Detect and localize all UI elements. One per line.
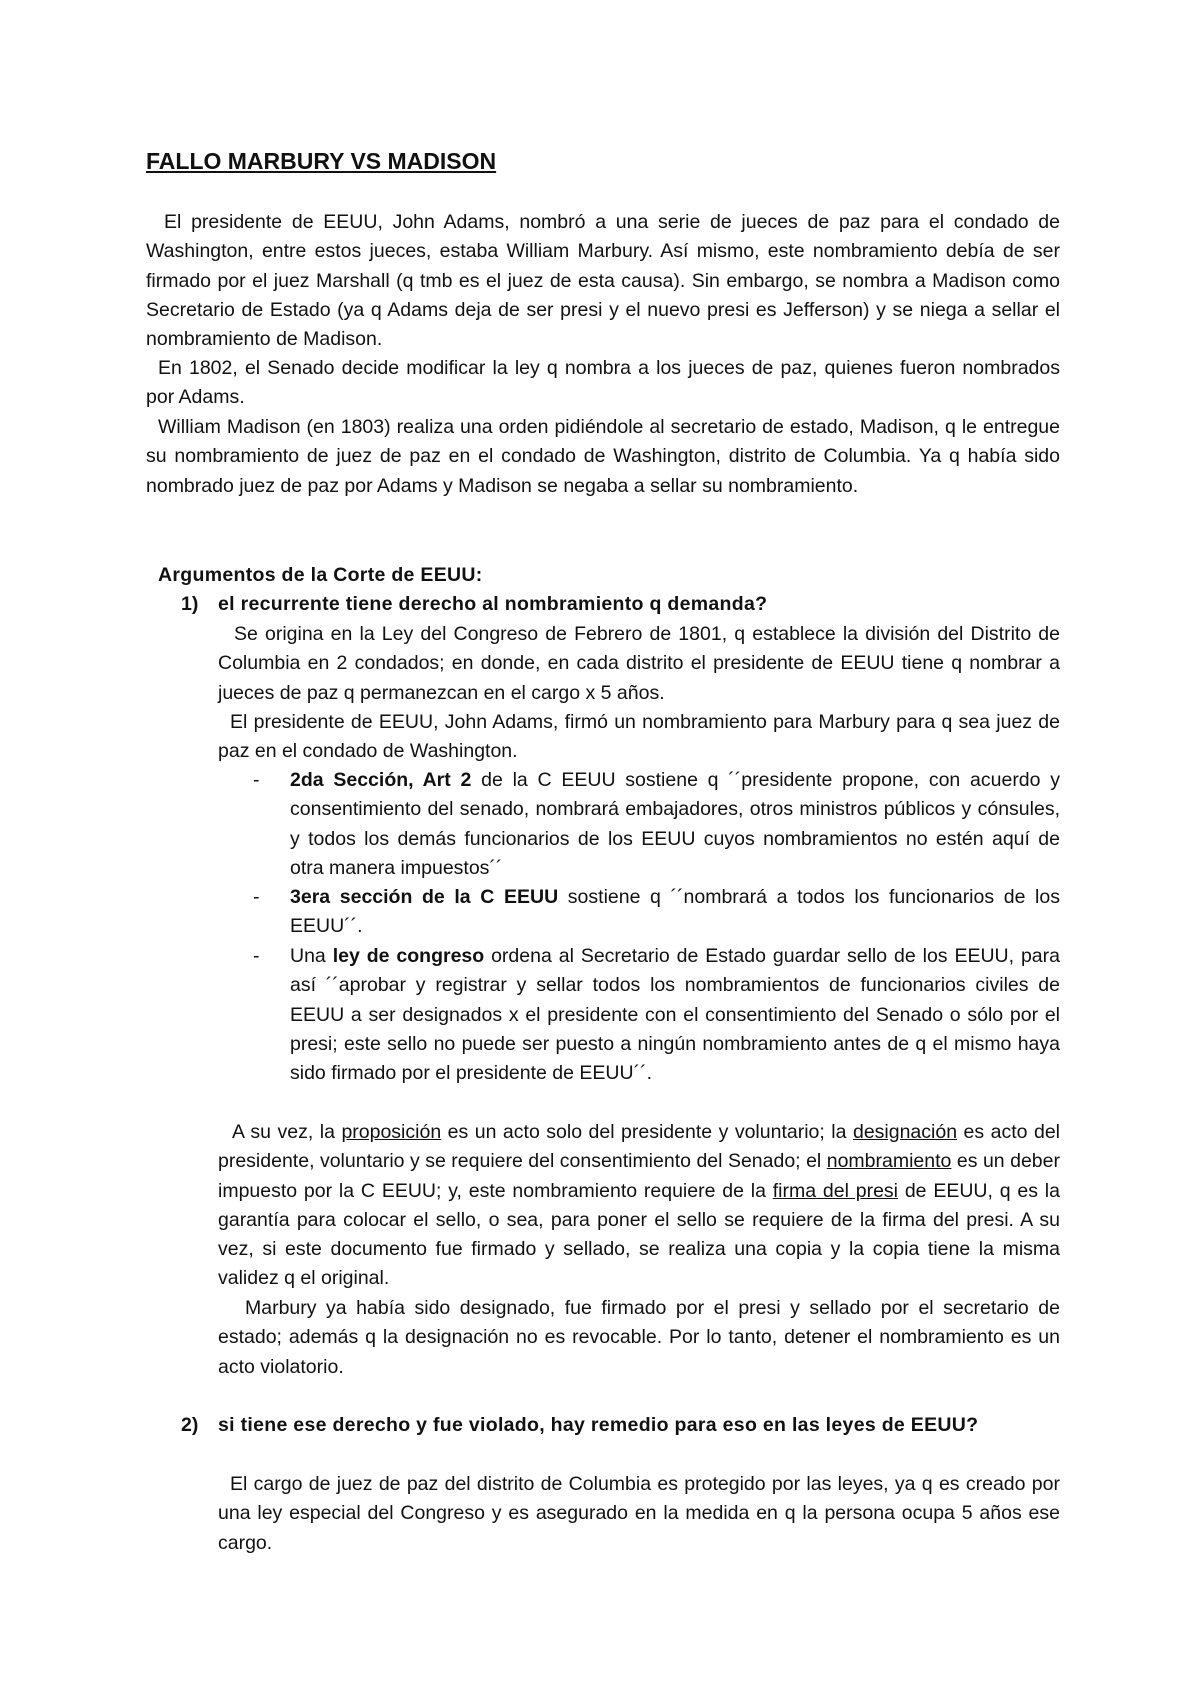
question-2: si tiene ese derecho y fue violado, hay remedio para eso en las leyes de EEUU? xyxy=(218,1414,979,1436)
arguments-heading: Argumentos de la Corte de EEUU: xyxy=(158,564,483,586)
intro-paragraph-2: En 1802, el Senado decide modificar la ley q nombra a los jueces de paz, quienes fueron nombrados por Adams. xyxy=(146,357,1060,409)
bullet-dash: - xyxy=(253,769,260,791)
bullet-text: ordena al Secretario de Estado guardar sello de los EEUU, para así ´´aprobar y registrar y sellar todos los nombramientos de funcionarios civiles de EEUU a ser designados x el presidente con el consentimiento del Senado o sólo por el presi; este sello no puede ser puesto a ningún nombramiento antes de q el mismo haya sido firmado por el presidente de EEUU´´. xyxy=(290,945,1060,1085)
bullet-item-constitution-art2 xyxy=(290,766,1060,883)
bullet-text-prefix: Una xyxy=(290,945,333,967)
bullet-text: sostiene q ´´nombrará a todos los funcionarios de los EEUU´´. xyxy=(290,886,1060,938)
underlined-term: nombramiento xyxy=(826,1150,952,1173)
underlined-term: proposición xyxy=(341,1121,442,1143)
text-run: de EEUU, q es la garantía para colocar el sello, o sea, para poner el sello se requiere de la firma del presi. A su vez, si este documento fue firmado y sellado, se realiza una copia y la copia tiene la misma validez q el original. xyxy=(218,1179,1060,1290)
bullet-bold-text: 3era sección de la C EEUU xyxy=(290,886,559,908)
bullet-item-congress-law xyxy=(290,942,1060,1088)
bullet-bold-text: 2da Sección, Art 2 xyxy=(290,769,472,791)
document-title: FALLO MARBURY VS MADISON xyxy=(146,148,497,174)
bullet-text: de la C EEUU sostiene q ´´presidente propone, con acuerdo y consentimiento del senado, nombrará embajadores, otros ministros públicos y cónsules, y todos los demás funcionarios de los EEUU cuyos nombramientos no estén aquí de otra manera impuestos´´ xyxy=(290,769,1061,879)
intro-paragraph-3: William Madison (en 1803) realiza una orden pidiéndole al secretario de estado, Madison, q le entregue su nombramiento de juez de paz en el condado de Washington, distrito de Columbia. Ya q había sido nombrado juez de paz por Adams y Madison se negaba a sellar su nombramiento. xyxy=(146,416,1060,497)
question-2-paragraph-1: El cargo de juez de paz del distrito de Columbia es protegido por las leyes, ya q es creado por una ley especial del Congreso y es asegurado en la medida en q la persona ocupa 5 años ese cargo. xyxy=(218,1473,1060,1554)
text-run: A su vez, la xyxy=(232,1121,342,1143)
underlined-term: designación xyxy=(852,1121,958,1143)
question-2-number: 2) xyxy=(181,1414,199,1436)
intro-paragraph-1: El presidente de EEUU, John Adams, nombró a una serie de jueces de paz para el condado de Washington, entre estos jueces, estaba William Marbury. Así mismo, este nombramiento debía de ser firmado por el juez Marshall (q tmb es el juez de esta causa). Sin embargo, se nombra a Madison como Secretario de Estado (ya q Adams deja de ser presi y el nuevo presi es Jefferson) y se niega a sellar el nombramiento de Madison. xyxy=(146,211,1060,351)
text-run: es acto del presidente, voluntario y se requiere del consentimiento del Senado; el xyxy=(218,1121,1061,1173)
bullet-item-third-section xyxy=(290,883,1060,942)
bullet-bold-text: ley de congreso xyxy=(332,945,485,967)
bullet-dash: - xyxy=(253,886,260,908)
text-run: es un acto solo del presidente y voluntario; la xyxy=(441,1121,853,1143)
question-1: el recurrente tiene derecho al nombramiento q demanda? xyxy=(218,593,768,615)
question-1-number: 1) xyxy=(181,593,199,615)
question-1-paragraph-1: Se origina en la Ley del Congreso de Febrero de 1801, q establece la división del Distrito de Columbia en 2 condados; en donde, en cada distrito el presidente de EEUU tiene q nombrar a jueces de paz q permanezcan en el cargo x 5 años. xyxy=(218,623,1060,704)
text-run: es un deber impuesto por la C EEUU; y, este nombramiento requiere de la xyxy=(218,1150,1060,1202)
question-1-paragraph-4: Marbury ya había sido designado, fue firmado por el presi y sellado por el secretario de estado; además q la designación no es revocable. Por lo tanto, detener el nombramiento es un acto violatorio. xyxy=(218,1297,1060,1378)
bullet-dash: - xyxy=(253,945,260,967)
question-1-paragraph-2: El presidente de EEUU, John Adams, firmó un nombramiento para Marbury para q sea juez de paz en el condado de Washington. xyxy=(218,711,1060,763)
underlined-term: firma del presi xyxy=(772,1179,898,1202)
question-1-paragraph-3 xyxy=(218,1118,1060,1294)
